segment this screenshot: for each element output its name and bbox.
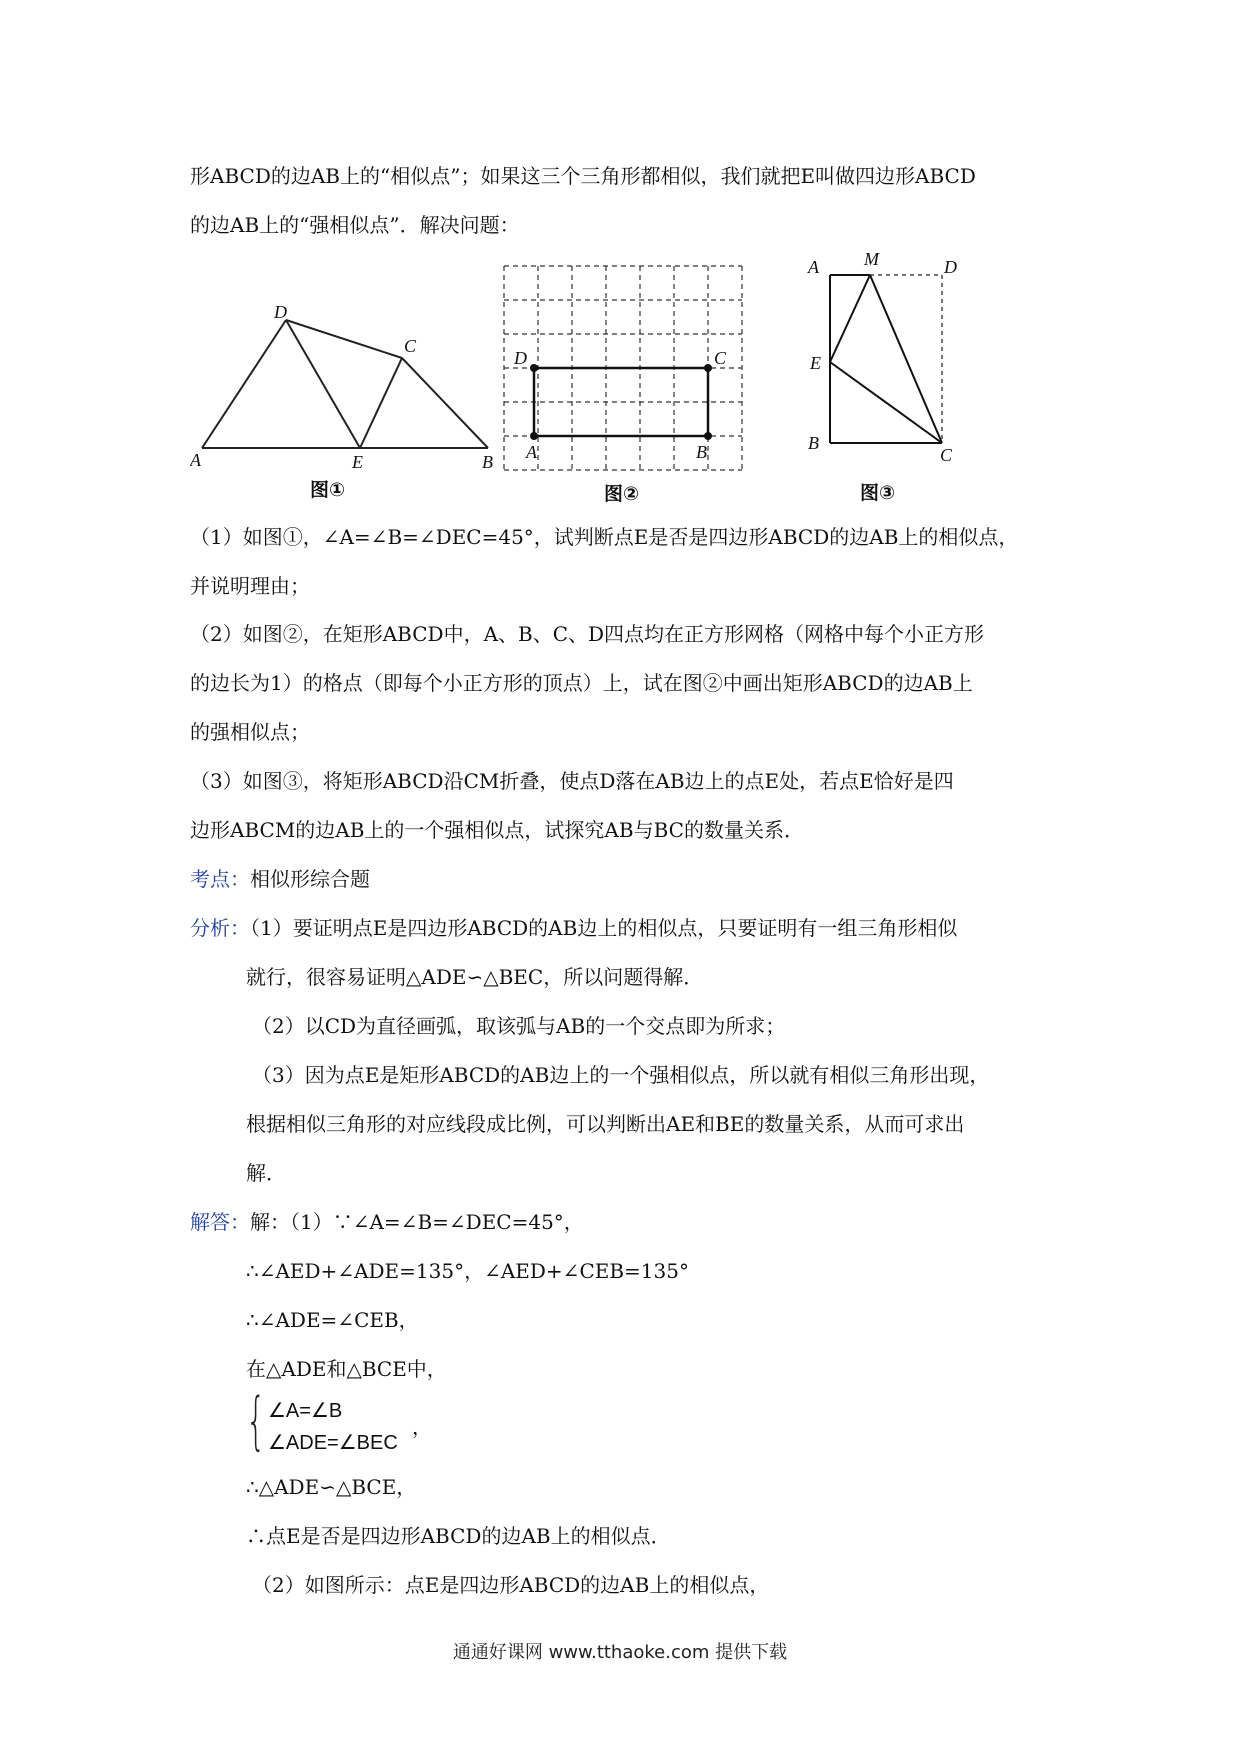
question-3-line-2: 边形ABCM的边AB上的一个强相似点，试探究AB与BC的数量关系．	[190, 818, 804, 842]
fig1-label-a: A	[190, 450, 201, 470]
fig1-label-b: B	[482, 452, 493, 472]
jieda-line-3: ∴∠ADE=∠CEB，	[246, 1308, 419, 1332]
fig1-label-d: D	[274, 302, 287, 322]
question-2-line-1: （2）如图②，在矩形ABCD中，A、B、C、D四点均在正方形网格（网格中每个小正方形	[190, 622, 985, 646]
fenxi-line-2: 就行，很容易证明△ADE∽△BEC，所以问题得解．	[246, 965, 704, 989]
problem-text-line-1: 形ABCD的边AB上的“相似点”；如果这三个三角形都相似，我们就把E叫做四边形ABCD	[190, 164, 976, 188]
system-equation-1: ∠A=∠B	[268, 1400, 343, 1422]
jieda-line-2: ∴∠AED+∠ADE=135°，∠AED+∠CEB=135°	[246, 1259, 689, 1283]
jieda-line-5: ∴△ADE∽△BCE，	[246, 1475, 417, 1499]
kaodian-row	[190, 865, 370, 893]
fig2-caption: 图②	[604, 483, 640, 505]
fig2-point-d	[530, 364, 538, 372]
system-brace: {	[246, 1384, 266, 1457]
fig2-point-b	[704, 432, 712, 440]
fenxi-line-4: （3）因为点E是矩形ABCD的AB边上的一个强相似点，所以就有相似三角形出现，	[252, 1063, 990, 1087]
system-comma: ，	[412, 1417, 432, 1439]
fenxi-row	[190, 914, 957, 942]
figure-3	[800, 245, 970, 515]
fig2-point-c	[704, 364, 712, 372]
kaodian-label: 考点：	[190, 867, 250, 891]
fig1-label-c: C	[404, 336, 417, 356]
question-2-line-2: 的边长为1）的格点（即每个小正方形的顶点）上，试在图②中画出矩形ABCD的边AB上	[190, 671, 973, 695]
fig1-segment-ad	[202, 320, 286, 448]
jieda-row	[190, 1208, 584, 1236]
fig2-label-c: C	[714, 348, 727, 368]
fig3-label-e: E	[810, 353, 821, 373]
fig3-dashed-outline	[830, 275, 942, 443]
jieda-line-4: 在△ADE和△BCE中，	[246, 1357, 447, 1381]
fenxi-line-1: （1）要证明点E是四边形ABCD的AB边上的相似点，只要证明有一组三角形相似	[250, 916, 958, 940]
problem-text-line-2: 的边AB上的“强相似点”．解决问题：	[190, 213, 520, 237]
fenxi-line-3: （2）以CD为直径画弧，取该弧与AB的一个交点即为所求；	[252, 1014, 786, 1038]
fig3-label-b: B	[808, 433, 819, 453]
fenxi-line-5: 根据相似三角形的对应线段成比例，可以判断出AE和BE的数量关系，从而可求出	[246, 1112, 965, 1136]
fig2-label-d: D	[514, 348, 527, 368]
fig1-caption: 图①	[310, 479, 346, 501]
fig3-label-a: A	[808, 257, 819, 277]
system-equation-2: ∠ADE=∠BEC	[268, 1432, 398, 1454]
fig2-label-a: A	[526, 442, 537, 462]
kaodian-text: 相似形综合题	[250, 867, 370, 891]
fenxi-label: 分析：	[190, 916, 250, 940]
fig1-label-e: E	[352, 452, 363, 472]
fig3-segment-me	[830, 275, 870, 362]
question-1-line-1: （1）如图①，∠A=∠B=∠DEC=45°，试判断点E是否是四边形ABCD的边AB上的相似点，	[190, 525, 1019, 549]
fig2-point-a	[530, 432, 538, 440]
fig3-label-m: M	[864, 249, 879, 269]
question-1-line-2: 并说明理由；	[190, 574, 310, 598]
jieda-line-7: （2）如图所示：点E是四边形ABCD的边AB上的相似点，	[252, 1573, 770, 1597]
fig1-segment-de	[286, 320, 360, 448]
figure-1	[190, 300, 510, 505]
jieda-line-6: ∴点E是否是四边形ABCD的边AB上的相似点．	[246, 1524, 671, 1548]
fig3-caption: 图③	[860, 482, 896, 504]
jieda-line-1: 解：（1）∵∠A=∠B=∠DEC=45°，	[250, 1210, 584, 1234]
question-3-line-1: （3）如图③，将矩形ABCD沿CM折叠，使点D落在AB边上的点E处，若点E恰好是四	[190, 769, 954, 793]
fig3-label-d: D	[944, 257, 957, 277]
figure-2	[500, 260, 750, 510]
fig1-segment-cb	[402, 358, 488, 448]
fig1-segment-dc	[286, 320, 402, 358]
fig2-label-b: B	[696, 442, 707, 462]
fenxi-line-6: 解．	[246, 1161, 286, 1185]
jieda-label: 解答：	[190, 1210, 250, 1234]
question-2-line-3: 的强相似点；	[190, 720, 310, 744]
fig1-segment-ce	[360, 358, 402, 448]
footer-source: 通通好课网 www.tthaoke.com 提供下载	[452, 1642, 788, 1663]
fig3-label-c: C	[940, 445, 953, 465]
